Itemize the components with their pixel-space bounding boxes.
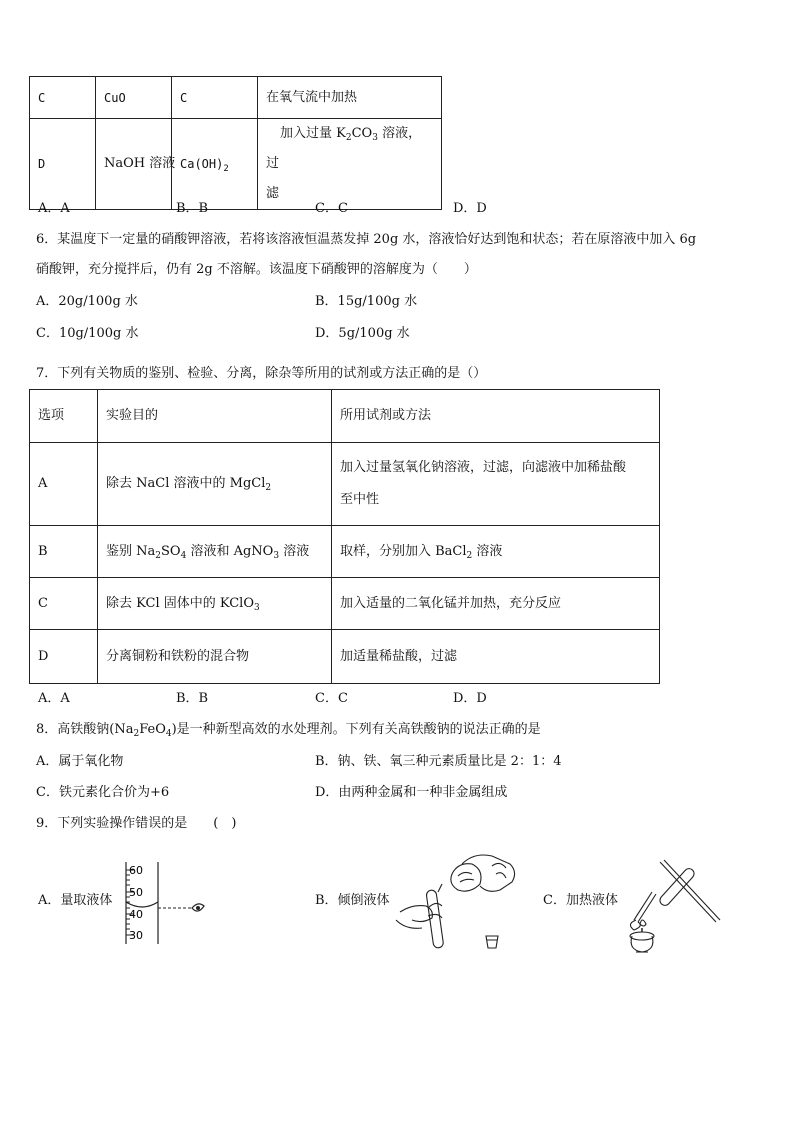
cell-method: 加适量稀盐酸，过滤 (332, 630, 660, 684)
cell-option: D (30, 630, 98, 684)
cell-method: 加入适量的二氧化锰并加热，充分反应 (332, 578, 660, 630)
q5-table (29, 76, 442, 210)
cell-option: C (30, 578, 98, 630)
q6-option-b: B．15g/100g 水 (315, 294, 418, 309)
cell-goal: 除去 NaCl 溶液中的 MgCl$_2$ (98, 443, 332, 526)
cell-method: 加入过量 $K_2CO_3$ 溶液，过 滤 (258, 119, 442, 210)
q6-stem-line1: 6．某温度下一定量的硝酸钾溶液，若将该溶液恒温蒸发掉 20g 水，溶液恰好达到饱和状态；若在原溶液中加入 6g (36, 232, 697, 247)
table-row (30, 526, 660, 578)
table-row (30, 119, 442, 210)
q8-option-c: C．铁元素化合价为+6 (36, 785, 170, 800)
cell-option: B (30, 526, 98, 578)
header-goal: 实验目的 (98, 390, 332, 443)
q7-table (29, 389, 660, 684)
q7-answer-b: B．B (176, 691, 209, 706)
table-row (30, 443, 660, 526)
cell-goal: 分离铜粉和铁粉的混合物 (98, 630, 332, 684)
table-row (30, 578, 660, 630)
q5-answer-d: D．D (453, 201, 487, 216)
q5-answer-c: C．C (315, 201, 348, 216)
table-row (30, 77, 442, 119)
q8-stem: 8．高铁酸钠$(Na_2FeO_4)$是一种新型高效的水处理剂。下列有关高铁酸钠的说法正确的是 (36, 722, 541, 739)
cell-goal: 除去 KCl 固体中的 KClO$_3$ (98, 578, 332, 630)
q9-stem: 9．下列实验操作错误的是 ( ) (36, 816, 237, 831)
q7-answer-d: D．D (453, 691, 487, 706)
q7-answer-a: A．A (38, 691, 70, 706)
graduated-cylinder-figure (118, 858, 208, 946)
q6-option-d: D．5g/100g 水 (315, 326, 410, 341)
cell-impurity: $Ca(OH)_2$ (172, 119, 258, 210)
q7-stem: 7．下列有关物质的鉴别、检验、分离，除杂等所用的试剂或方法正确的是（） (36, 366, 487, 381)
tick-label-50: 50 (129, 886, 143, 899)
q6-option-a: A．20g/100g 水 (36, 294, 138, 309)
q6-option-c: C．10g/100g 水 (36, 326, 139, 341)
table-header-row (30, 390, 660, 443)
q8-option-b: B．钠、铁、氧三种元素质量比是 2：1：4 (315, 754, 562, 769)
q8-option-a: A．属于氧化物 (36, 754, 124, 769)
tick-label-60: 60 (129, 864, 143, 877)
q5-answer-b: B．B (176, 201, 209, 216)
cell-method: 在氧气流中加热 (258, 77, 442, 119)
cell-option: A (30, 443, 98, 526)
q9-option-a: A．量取液体 (38, 893, 113, 908)
eye-icon (192, 904, 204, 911)
q5-answer-a: A．A (38, 201, 70, 216)
header-option: 选项 (30, 390, 98, 443)
tick-label-30: 30 (129, 929, 143, 942)
table-row (30, 630, 660, 684)
cell-option: C (30, 77, 96, 119)
tick-label-40: 40 (129, 908, 143, 921)
cell-substance: NaOH 溶液 (96, 119, 172, 210)
q9-option-c: C．加热液体 (543, 893, 618, 908)
pouring-liquid-figure (392, 850, 522, 954)
cell-goal: 鉴别 $Na_2SO_4$ 溶液和 AgNO$_3$ 溶液 (98, 526, 332, 578)
cell-impurity: C (172, 77, 258, 119)
q8-option-d: D．由两种金属和一种非金属组成 (315, 785, 508, 800)
cell-option: D (30, 119, 96, 210)
cell-substance: CuO (96, 77, 172, 119)
header-method: 所用试剂或方法 (332, 390, 660, 443)
cell-method: 取样，分别加入 BaCl$_2$ 溶液 (332, 526, 660, 578)
cell-method: 加入过量氢氧化钠溶液，过滤，向滤液中加稀盐酸 至中性 (332, 443, 660, 526)
stopper-icon (486, 936, 498, 948)
q7-answer-c: C．C (315, 691, 348, 706)
q9-option-b: B．倾倒液体 (315, 893, 390, 908)
q6-stem-line2: 硝酸钾，充分搅拌后，仍有 2g 不溶解。该温度下硝酸钾的溶解度为（ ） (36, 262, 477, 277)
heating-liquid-figure (620, 858, 722, 958)
